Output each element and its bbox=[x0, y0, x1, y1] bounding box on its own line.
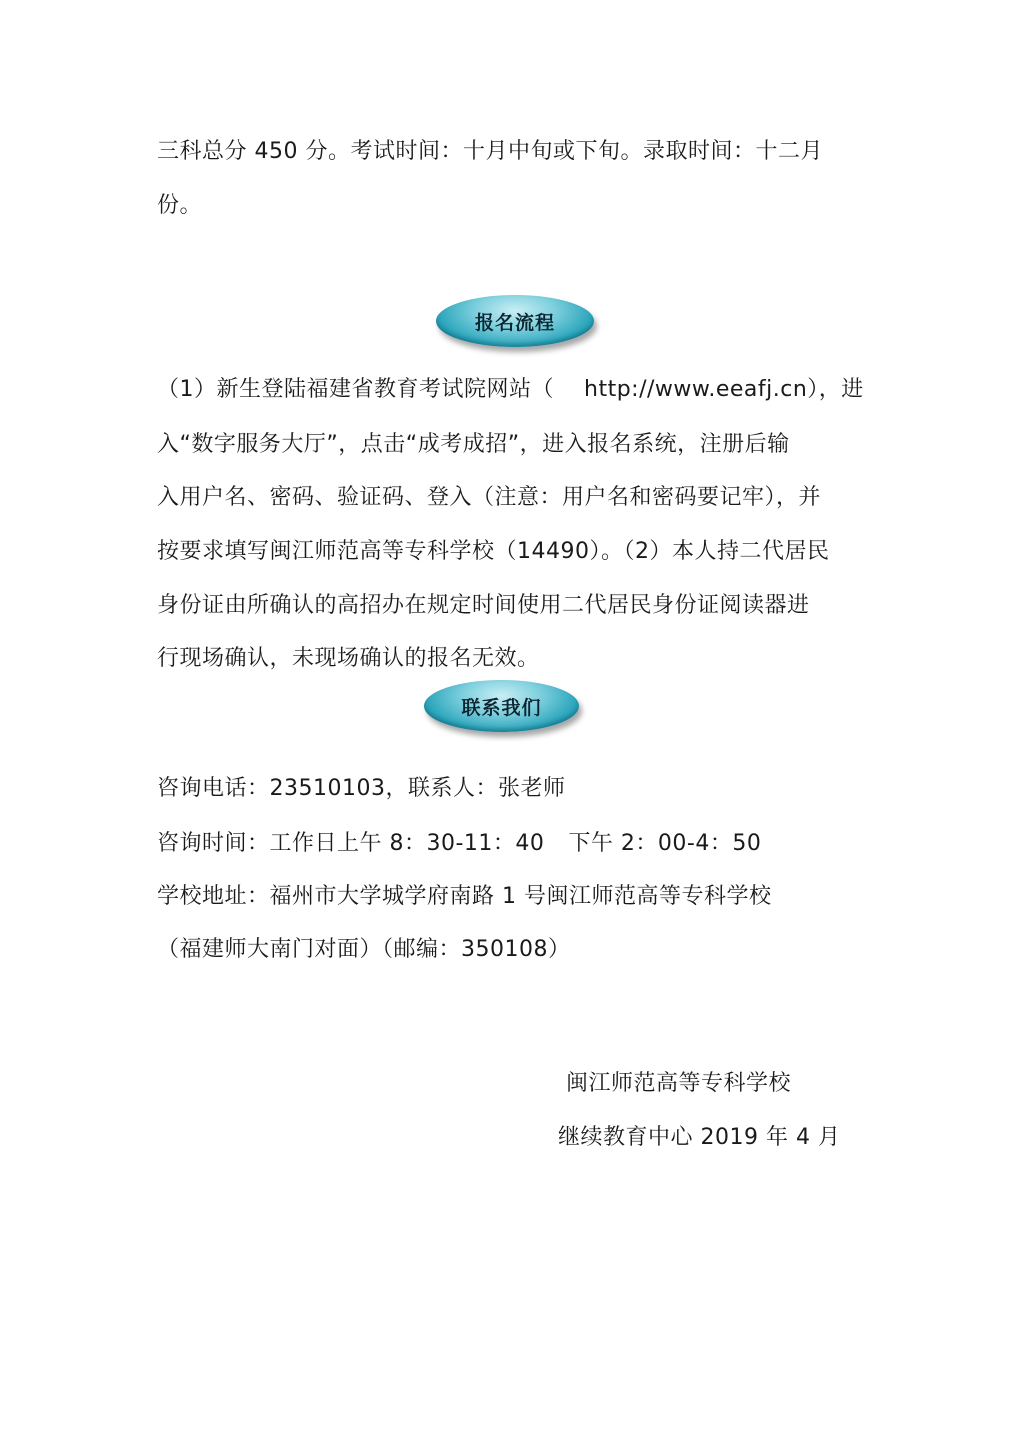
contact-address-2: （福建师大南门对面）（邮编：350108） bbox=[157, 937, 571, 962]
registration-line-1-suffix: ），进 bbox=[807, 377, 864, 402]
signature-dept-date: 继续教育中心 2019 年 4 月 bbox=[558, 1125, 841, 1150]
registration-heading-badge bbox=[436, 295, 594, 347]
registration-line-4: 按要求填写闽江师范高等专科学校（14490）。（2）本人持二代居民 bbox=[157, 539, 830, 564]
registration-line-3: 入用户名、密码、验证码、登入（注意：用户名和密码要记牢），并 bbox=[157, 485, 822, 510]
contact-heading: 联系我们 bbox=[461, 696, 542, 719]
registration-line-1-prefix: （1）新生登陆福建省教育考试院网站（ bbox=[157, 377, 554, 402]
intro-line-2: 份。 bbox=[157, 193, 203, 218]
contact-address: 学校地址：福州市大学城学府南路 1 号闽江师范高等专科学校 bbox=[157, 884, 772, 909]
website-link[interactable]: http://www.eeafj.cn bbox=[584, 377, 808, 402]
registration-heading: 报名流程 bbox=[474, 311, 555, 334]
contact-hours-afternoon: 下午 2：00-4：50 bbox=[568, 831, 762, 856]
registration-line-2: 入“数字服务大厅”，点击“成考成招”，进入报名系统，注册后输 bbox=[157, 432, 790, 457]
contact-hours-morning: 咨询时间：工作日上午 8：30-11：40 bbox=[157, 831, 545, 856]
contact-hours bbox=[157, 829, 761, 859]
registration-line-1 bbox=[157, 375, 864, 405]
registration-line-6: 行现场确认，未现场确认的报名无效。 bbox=[157, 646, 540, 671]
contact-heading-badge bbox=[424, 680, 579, 732]
intro-line-1: 三科总分 450 分。考试时间：十月中旬或下旬。录取时间：十二月 bbox=[157, 139, 823, 164]
signature-school: 闽江师范高等专科学校 bbox=[566, 1071, 792, 1096]
registration-line-5: 身份证由所确认的高招办在规定时间使用二代居民身份证阅读器进 bbox=[157, 593, 810, 618]
contact-phone: 咨询电话：23510103，联系人：张老师 bbox=[157, 776, 566, 801]
